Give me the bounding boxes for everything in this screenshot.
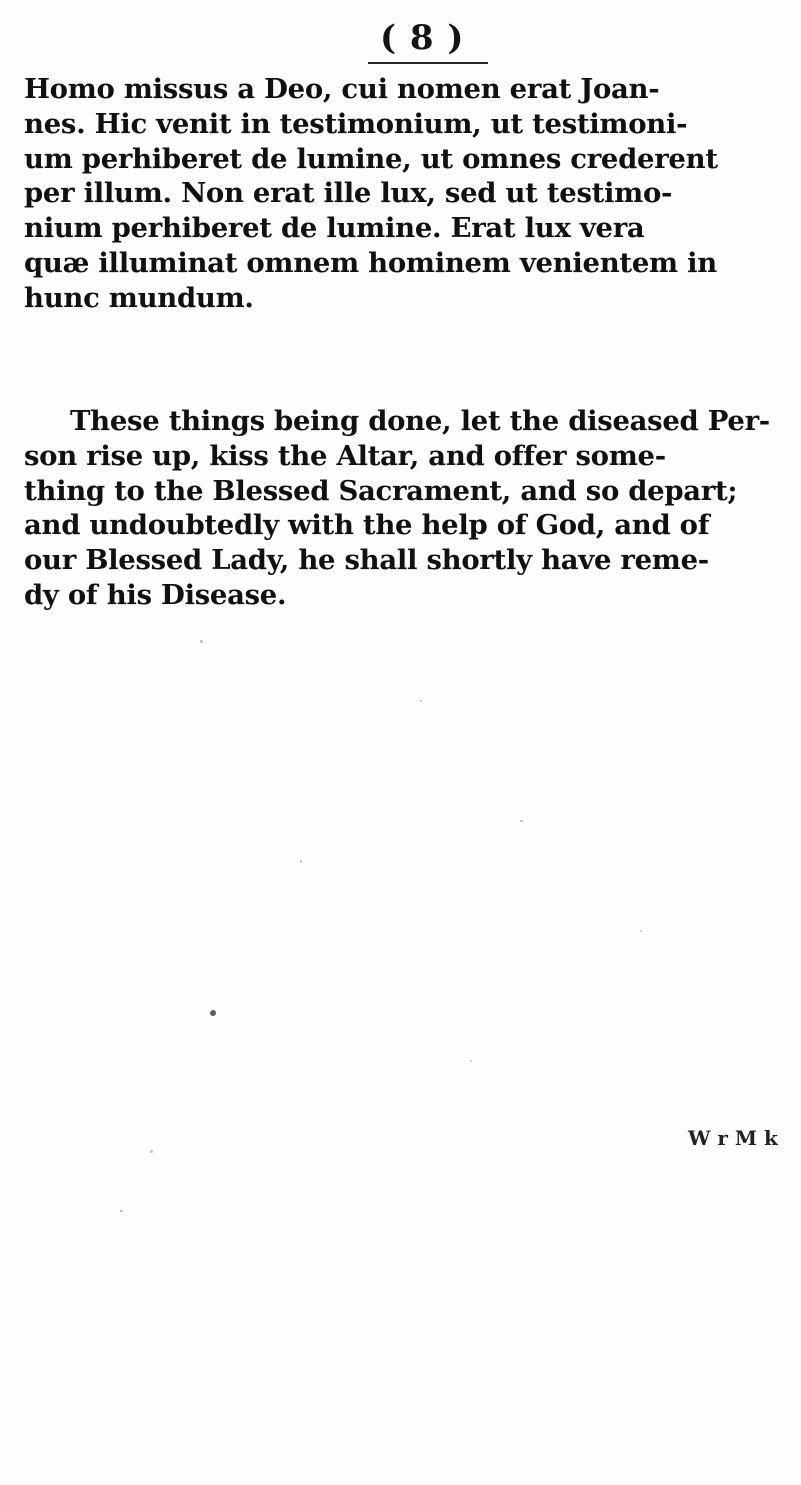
paper-speck <box>640 930 642 932</box>
text-line: Homo missus a Deo, cui nomen erat Joan- <box>24 73 660 105</box>
text-line: our Blessed Lady, he shall shortly have reme- <box>24 544 709 577</box>
text-line: son rise up, kiss the Altar, and offer some- <box>24 439 666 472</box>
header-rule <box>368 62 488 64</box>
text-line: nes. Hic venit in testimonium, ut testimoni- <box>24 107 688 140</box>
text-line: and undoubtedly with the help of God, and of <box>24 509 710 542</box>
text-line: thing to the Blessed Sacrament, and so depart; <box>24 474 738 507</box>
text-line: per illum. Non erat ille lux, sed ut testimo- <box>24 177 673 210</box>
paper-speck <box>150 1150 153 1153</box>
text-line: quæ illuminat omnem hominem venientem in <box>24 246 717 279</box>
text-line: These things being done, let the diseased Per- <box>70 405 770 437</box>
latin-paragraph <box>24 72 784 316</box>
paper-speck <box>520 820 523 822</box>
english-paragraph <box>24 404 784 613</box>
text-line: hunc mundum. <box>24 281 254 314</box>
page-number: ( 8 ) <box>380 18 465 58</box>
paper-speck <box>300 860 302 863</box>
paper-speck <box>420 700 422 702</box>
paper-speck <box>470 1060 472 1062</box>
text-line: um perhiberet de lumine, ut omnes crederent <box>24 142 718 175</box>
text-line: dy of his Disease. <box>24 578 287 611</box>
paper-speck <box>210 1010 216 1016</box>
catchword: W r M k <box>688 1126 778 1150</box>
paper-speck <box>200 640 203 643</box>
paper-speck <box>120 1210 123 1212</box>
text-line: nium perhiberet de lumine. Erat lux vera <box>24 212 645 245</box>
